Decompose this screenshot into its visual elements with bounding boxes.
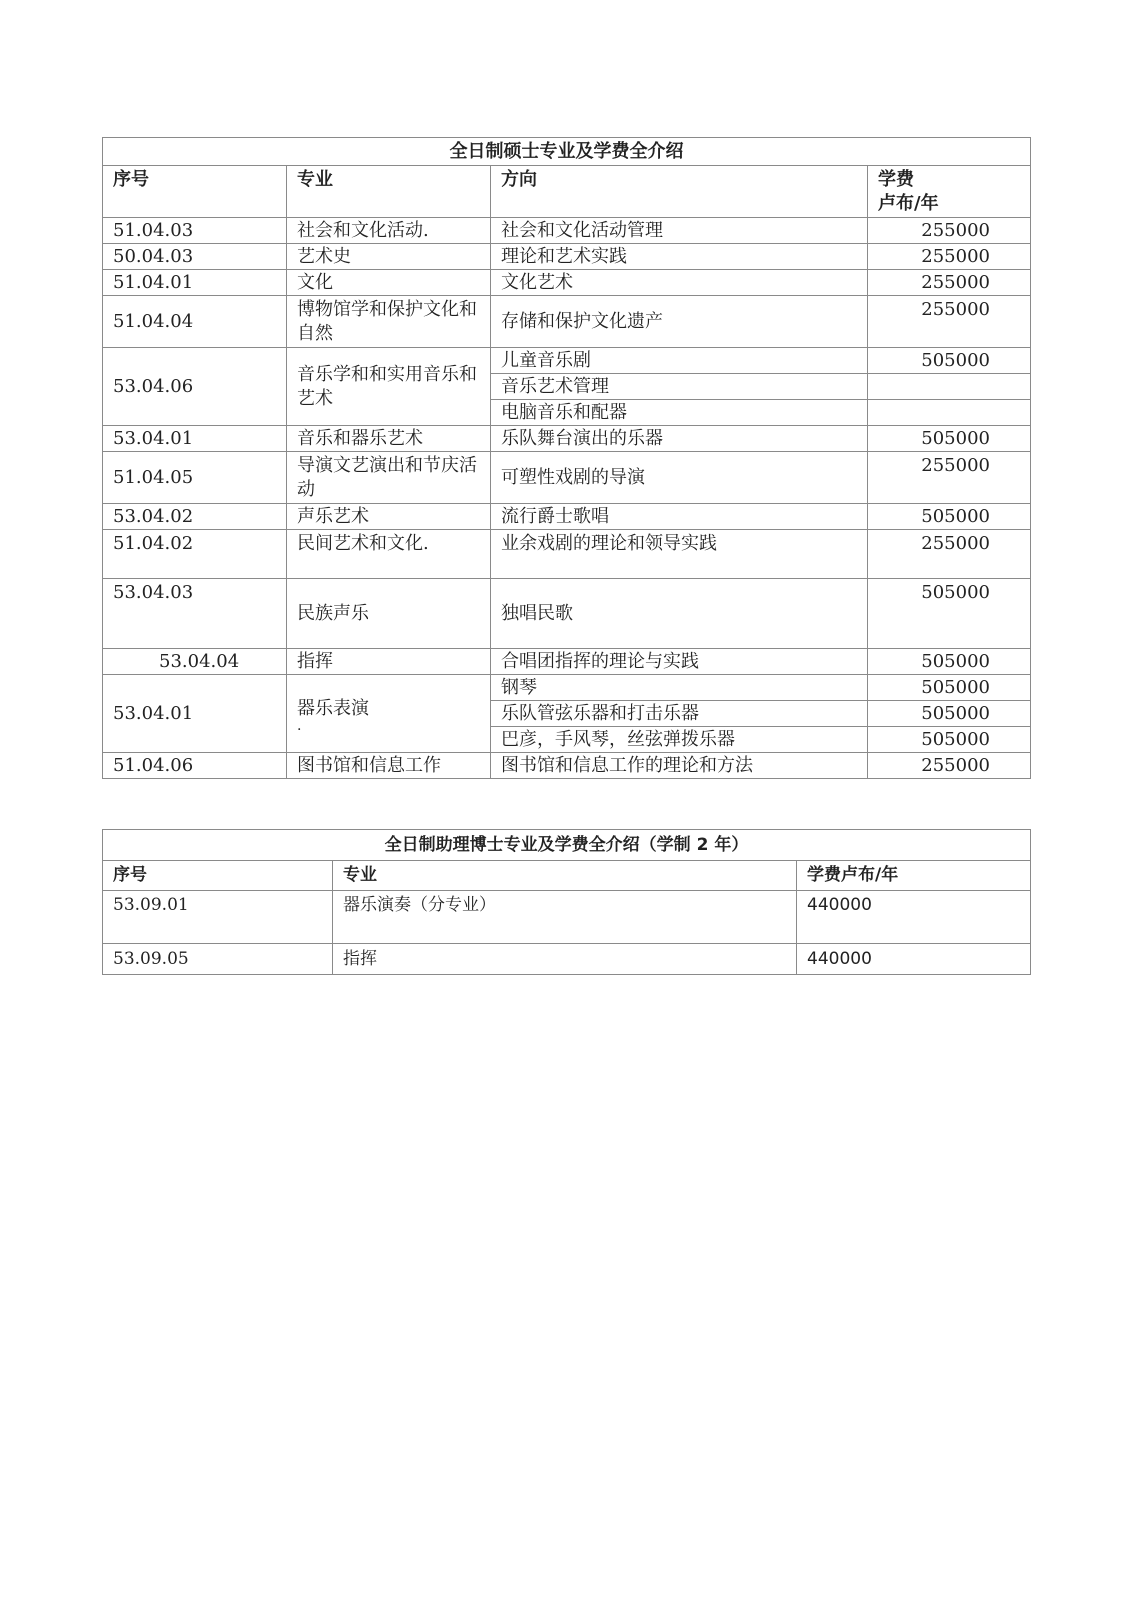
header-direction: 方向 — [491, 166, 868, 218]
row-fee: 505000 — [868, 426, 1031, 452]
table-row — [103, 649, 1031, 675]
row-direction: 图书馆和信息工作的理论和方法 — [491, 753, 868, 779]
row-fee: 255000 — [868, 452, 1031, 504]
row-fee: 505000 — [868, 649, 1031, 675]
row-direction: 理论和艺术实践 — [491, 244, 868, 270]
row-fee: 505000 — [868, 348, 1031, 374]
row-code: 53.04.04 — [103, 649, 287, 675]
row-fee: 255000 — [868, 530, 1031, 579]
row-fee — [868, 374, 1031, 400]
row-direction: 流行爵士歌唱 — [491, 504, 868, 530]
row-major: 音乐学和和实用音乐和艺术 — [287, 348, 491, 426]
row-fee: 505000 — [868, 579, 1031, 649]
row-code: 51.04.02 — [103, 530, 287, 579]
row-fee: 505000 — [868, 727, 1031, 753]
row-major: 艺术史 — [287, 244, 491, 270]
table-row — [103, 944, 1031, 975]
row-code: 51.04.01 — [103, 270, 287, 296]
row-fee: 505000 — [868, 504, 1031, 530]
header-major: 专业 — [287, 166, 491, 218]
table-row — [103, 891, 1031, 944]
row-direction: 业余戏剧的理论和领导实践 — [491, 530, 868, 579]
row-fee: 440000 — [797, 891, 1031, 944]
assistant-table-title: 全日制助理博士专业及学费全介绍（学制 2 年） — [103, 830, 1031, 861]
table-row — [103, 530, 1031, 579]
row-direction: 电脑音乐和配器 — [491, 400, 868, 426]
row-code: 53.04.03 — [103, 579, 287, 649]
row-fee: 440000 — [797, 944, 1031, 975]
row-code: 53.04.02 — [103, 504, 287, 530]
row-code: 51.04.04 — [103, 296, 287, 348]
row-major: 声乐艺术 — [287, 504, 491, 530]
row-code: 53.04.01 — [103, 426, 287, 452]
row-direction: 乐队管弦乐器和打击乐器 — [491, 701, 868, 727]
row-direction: 社会和文化活动管理 — [491, 218, 868, 244]
row-fee: 255000 — [868, 218, 1031, 244]
row-fee: 505000 — [868, 675, 1031, 701]
table-row — [103, 296, 1031, 348]
row-direction: 合唱团指挥的理论与实践 — [491, 649, 868, 675]
row-fee — [868, 400, 1031, 426]
table-row — [103, 348, 1031, 374]
row-major: 博物馆学和保护文化和自然 — [287, 296, 491, 348]
row-direction: 钢琴 — [491, 675, 868, 701]
row-code: 53.09.01 — [103, 891, 333, 944]
row-direction: 乐队舞台演出的乐器 — [491, 426, 868, 452]
row-direction: 存储和保护文化遗产 — [491, 296, 868, 348]
header-code: 序号 — [103, 166, 287, 218]
row-major: 音乐和器乐艺术 — [287, 426, 491, 452]
row-direction: 文化艺术 — [491, 270, 868, 296]
header-major: 专业 — [333, 861, 797, 891]
table-row — [103, 753, 1031, 779]
row-code: 53.09.05 — [103, 944, 333, 975]
row-fee: 255000 — [868, 296, 1031, 348]
row-major: 指挥 — [333, 944, 797, 975]
row-direction: 巴彦，手风琴，丝弦弹拨乐器 — [491, 727, 868, 753]
row-code: 53.04.01 — [103, 675, 287, 753]
row-major: 社会和文化活动. — [287, 218, 491, 244]
table-row — [103, 579, 1031, 649]
row-major: 民间艺术和文化. — [287, 530, 491, 579]
row-code: 51.04.03 — [103, 218, 287, 244]
row-major-mark: . — [297, 717, 302, 734]
header-fee-line1: 学费 — [878, 169, 914, 190]
row-major-cell — [287, 675, 491, 753]
row-fee: 255000 — [868, 270, 1031, 296]
row-major: 民族声乐 — [287, 579, 491, 649]
row-major: 指挥 — [287, 649, 491, 675]
table-row — [103, 675, 1031, 701]
row-major: 文化 — [287, 270, 491, 296]
row-major: 导演文艺演出和节庆活动 — [287, 452, 491, 504]
row-fee: 505000 — [868, 701, 1031, 727]
row-code: 50.04.03 — [103, 244, 287, 270]
assistant-doctorate-table — [102, 829, 1031, 975]
table-row — [103, 452, 1031, 504]
table-row — [103, 244, 1031, 270]
table-row — [103, 270, 1031, 296]
table-row — [103, 426, 1031, 452]
row-direction: 儿童音乐剧 — [491, 348, 868, 374]
row-fee: 255000 — [868, 244, 1031, 270]
row-code: 51.04.05 — [103, 452, 287, 504]
row-code: 51.04.06 — [103, 753, 287, 779]
row-fee: 255000 — [868, 753, 1031, 779]
row-direction: 可塑性戏剧的导演 — [491, 452, 868, 504]
row-direction: 独唱民歌 — [491, 579, 868, 649]
header-code: 序号 — [103, 861, 333, 891]
header-fee: 学费卢布/年 — [797, 861, 1031, 891]
row-major: 器乐演奏（分专业） — [333, 891, 797, 944]
master-table-title: 全日制硕士专业及学费全介绍 — [103, 138, 1031, 166]
row-code: 53.04.06 — [103, 348, 287, 426]
table-row — [103, 218, 1031, 244]
master-programs-table — [102, 137, 1031, 779]
header-fee-line2: 卢布/年 — [878, 193, 939, 214]
row-major: 图书馆和信息工作 — [287, 753, 491, 779]
row-direction: 音乐艺术管理 — [491, 374, 868, 400]
row-major: 器乐表演 — [297, 697, 369, 719]
table-row — [103, 504, 1031, 530]
header-fee — [868, 166, 1031, 218]
